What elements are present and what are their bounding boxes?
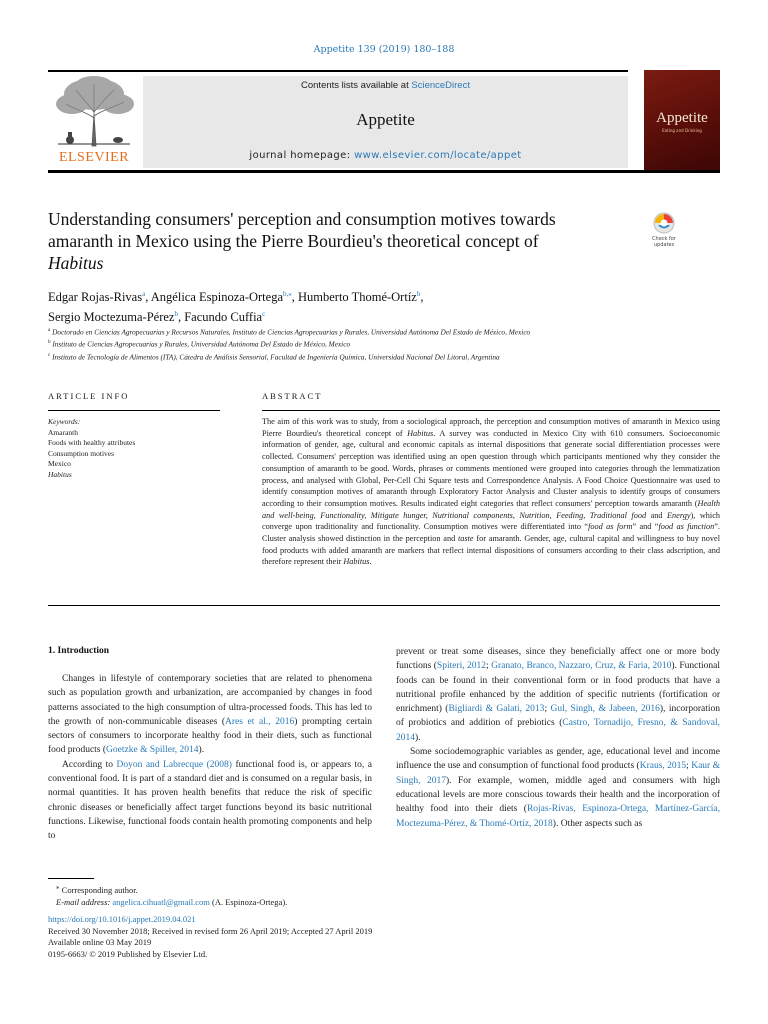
body-paragraph xyxy=(48,758,372,844)
article-title xyxy=(48,208,623,274)
abstract-italic-run: Energy xyxy=(667,510,691,520)
publication-info xyxy=(48,914,548,961)
citation-link[interactable]: Granato, Branco, Nazzaro, Cruz, & Faria, 2010 xyxy=(491,661,672,672)
affiliation-item xyxy=(48,350,728,362)
cover-subtitle: Eating and Drinking xyxy=(662,128,702,133)
cover-title: Appetite xyxy=(656,110,708,126)
article-info-rule xyxy=(48,410,220,411)
body-run: ; xyxy=(686,761,692,772)
abstract-run: . xyxy=(369,557,372,567)
abstract-run: for amaranth. Gender, age, cultural capital and willingness to buy novel food products with added amaranth are markers that reflect internal dispositions of consumers according to their class adscription, and therefore represent their xyxy=(262,534,720,567)
elsevier-tree-icon xyxy=(48,74,140,148)
author-affiliation-mark[interactable]: b,⁎ xyxy=(283,290,292,298)
footnote-rule xyxy=(48,878,94,879)
body-column-right xyxy=(396,645,720,831)
abstract-italic-run: Habitus xyxy=(407,428,434,438)
abstract-heading: ABSTRACT xyxy=(262,391,323,401)
author-name[interactable]: Facundo Cuffia xyxy=(184,310,263,325)
email-link[interactable]: angelica.cihuatl@gmail.com xyxy=(112,897,210,908)
check-for-updates-button[interactable] xyxy=(646,211,682,251)
crossmark-label: Check for updates xyxy=(652,236,676,248)
affiliation-item xyxy=(48,337,728,349)
affiliation-mark: b xyxy=(48,340,51,346)
journal-masthead xyxy=(143,76,628,168)
keyword-item: Habitus xyxy=(48,469,72,479)
author-separator: , xyxy=(177,310,185,325)
citation-link[interactable]: Gul, Singh, & Jabeen, 2016 xyxy=(550,704,660,715)
abstract-run: ” and “ xyxy=(632,522,659,532)
corresponding-author-note xyxy=(48,881,548,896)
footnote-mark: ⁎ xyxy=(56,883,60,891)
body-run: ; xyxy=(486,661,492,672)
keyword-item: Amaranth xyxy=(48,427,78,437)
affiliation-mark: a xyxy=(48,328,51,333)
journal-homepage-link[interactable]: www.elsevier.com/locate/appet xyxy=(354,150,522,161)
email-owner: (A. Espinoza-Ortega). xyxy=(209,897,288,908)
abstract-run: ), which converge upon traditionality and functionality. Consumption motives were differentiated into “ xyxy=(262,510,720,532)
keyword-item: Mexico xyxy=(48,459,71,469)
citation-link[interactable]: Rojas-Rivas, Espinoza-Ortega, Martínez-García, Moctezuma-Pérez, & Thomé-Ortíz, 2018 xyxy=(396,804,721,829)
contents-prefix: Contents lists available at xyxy=(301,80,412,91)
citation-link[interactable]: Kaur & Singh, 2017 xyxy=(396,761,720,786)
body-run: ; xyxy=(544,704,551,715)
corresponding-author-text: Corresponding author. xyxy=(59,884,138,895)
abstract-bottom-rule xyxy=(48,605,720,606)
keywords-label: Keywords: xyxy=(48,417,81,426)
affiliation-text: Instituto de Tecnología de Alimentos (ITA), Cátedra de Análisis Sensorial, Facultad de Ingeniería Química, Universidad Nacional Del Litoral, Argentina xyxy=(52,352,500,362)
copyright-line: 0195-6663/ © 2019 Published by Elsevier Ltd. xyxy=(48,949,208,960)
body-paragraph xyxy=(396,645,720,745)
abstract-run: and xyxy=(646,510,667,520)
citation-link[interactable]: Bigliardi & Galati, 2013 xyxy=(448,704,545,715)
sciencedirect-link[interactable]: ScienceDirect xyxy=(411,80,470,91)
crossmark-icon xyxy=(646,211,682,237)
citation-link[interactable]: Doyon and Labrecque (2008) xyxy=(116,759,232,770)
citation-link[interactable]: Goetzke & Spiller, 2014 xyxy=(106,745,199,756)
journal-cover-image xyxy=(644,70,720,170)
available-online: Available online 03 May 2019 xyxy=(48,937,152,948)
journal-citation[interactable]: Appetite 139 (2019) 180–188 xyxy=(313,44,455,55)
abstract-italic-run: taste xyxy=(458,534,474,544)
affiliation-text: Instituto de Ciencias Agropecuarias y Rurales, Universidad Autónoma Del Estado de México, Mexico xyxy=(52,339,351,349)
author-name[interactable]: Edgar Rojas-Rivas xyxy=(48,290,143,305)
body-run: prevent or treat some diseases, since they beneficially affect one or more body functions ( xyxy=(396,647,720,672)
affiliation-list xyxy=(48,325,728,362)
body-run: According to xyxy=(62,759,117,770)
author-affiliation-mark[interactable]: a xyxy=(142,290,146,298)
publisher-name: ELSEVIER xyxy=(58,150,130,165)
author-name[interactable]: Humberto Thomé-Ortíz xyxy=(298,290,417,305)
email-label: E-mail address: xyxy=(56,897,111,908)
header-top-rule xyxy=(48,70,628,72)
title-line-1: Understanding consumers' perception and consumption motives towards xyxy=(48,209,556,229)
abstract-rule xyxy=(262,410,720,411)
contents-available-line xyxy=(143,80,628,91)
author-affiliation-mark[interactable]: b xyxy=(174,310,178,319)
abstract-text xyxy=(262,416,720,568)
keywords-block xyxy=(48,417,220,481)
abstract-italic-run: Habitus xyxy=(343,557,370,567)
keyword-item: Foods with healthy attributes xyxy=(48,438,136,448)
body-run: Some sociodemographic variables as gender, age, educational level and income influence the use and consumption of functional food products ( xyxy=(396,747,720,772)
section-heading-introduction: 1. Introduction xyxy=(48,646,110,656)
abstract-run: ”. Cluster analysis showed distinction in the perception and xyxy=(262,522,720,544)
journal-name: Appetite xyxy=(356,110,415,129)
author-separator: , xyxy=(291,290,298,305)
journal-homepage-line xyxy=(143,150,628,161)
body-run: ) prompting certain sectors of consumers to incorporate healthy food in their diets, such as functional food products ( xyxy=(48,716,372,756)
body-run: ). xyxy=(415,732,421,743)
title-line-2: amaranth in Mexico using the Pierre Bourdieu's theoretical concept of xyxy=(48,231,539,251)
abstract-italic-run: Health and well-being, Functionality, Mitigate hunger, Nutritional components, Nutrition, Feeding, Traditional food xyxy=(262,498,720,520)
body-run: Changes in lifestyle of contemporary societies that are related to phenomena such as population growth and urbanization, are accompanied by changes in food patterns associated to the high consumption of ultra-processed foods. This has led to the growth of non-communicable diseases ( xyxy=(48,674,372,727)
body-run: functional food is, or appears to, a conventional food. It is part of a standard diet and is consumed on a regular basis, in normal quantities. It has proven health benefits that reduce the risk of specific chronic diseases or beneficially affect target functions beyond its basic nutritional functions. Likewise, functional foods contain health promoting components and help to xyxy=(48,759,372,842)
body-run: ). Other aspects such as xyxy=(552,818,643,829)
email-line xyxy=(48,896,548,909)
homepage-prefix: journal homepage: xyxy=(249,150,355,161)
title-line-3: Habitus xyxy=(48,253,104,273)
abstract-italic-run: food as form xyxy=(588,522,633,532)
author-name[interactable]: Angélica Espinoza-Ortega xyxy=(150,290,283,305)
author-affiliation-mark[interactable]: b xyxy=(416,290,421,298)
body-run: ). Functional foods can be found in their conventional form or in food products that have a nutritional profile enhanced by the addition of specific nutrients (fortification or enrichment) ( xyxy=(396,661,720,715)
abstract-italic-run: food as function xyxy=(658,522,715,532)
article-info-heading: ARTICLE INFO xyxy=(48,391,130,401)
author-separator: , xyxy=(420,290,424,305)
citation-link[interactable]: Spiteri, 2012 xyxy=(436,661,487,672)
received-dates: Received 30 November 2018; Received in revised form 26 April 2019; Accepted 27 April 2019 xyxy=(48,925,373,936)
abstract-run: . A survey was conducted in Mexico City with 610 consumers. Socioeconomic information of gender, age, cultural and economic capitals as internal dispositions that generate social differentiation processes were collected. Consumers' perception was identified using an open question through which participants mentioned why they consider the consumption of amaranth to be good. Words, phrases or comments mentioned were grouped into categories through the lemmatization process, and analysed with Global, Per-Cell Chi Square tests and Correspondence Analysis. A Food Choice Questionnaire was used to identify consumption motives of amaranth through Exploratory Factor Analysis and Cluster analysis to identify groups of consumers according to their consumption motives. Results indicated eight categories that reflect consumers' perception towards amaranth ( xyxy=(262,428,720,508)
body-run: ), incorporation of probiotics and addition of prebiotics ( xyxy=(396,704,720,729)
body-run: ). For example, women, middle aged and consumers with high educational levels are more conscious towards their health and the incorporation of healthy food into their diets ( xyxy=(396,775,720,815)
header-bottom-rule xyxy=(48,170,720,173)
citation-link[interactable]: Castro, Tornadijo, Fresno, & Sandoval, 2014 xyxy=(396,718,720,743)
body-paragraph xyxy=(396,745,720,831)
citation-link[interactable]: Kraus, 2015 xyxy=(639,761,687,772)
elsevier-logo xyxy=(48,74,140,166)
affiliation-mark: c xyxy=(48,352,51,358)
author-list xyxy=(48,286,648,326)
doi-link[interactable]: https://doi.org/10.1016/j.appet.2019.04.021 xyxy=(48,914,196,924)
body-column-left xyxy=(48,672,372,844)
affiliation-text: Doctorado en Ciencias Agropecuarias y Recursos Naturales, Instituto de Ciencias Agropecuarias y Rurales, Universidad Autónoma Del Estado de México, Mexico xyxy=(52,327,531,337)
author-separator: , xyxy=(145,290,151,305)
author-affiliation-mark[interactable]: c xyxy=(262,310,266,319)
abstract-run: The aim of this work was to study, from a sociological approach, the perception and consumption motives of amaranth in Mexico using Pierre Bourdieu's theoretical concept of xyxy=(262,417,720,438)
body-paragraph xyxy=(48,672,372,758)
keyword-item: Consumption motives xyxy=(48,448,115,458)
citation-link[interactable]: Ares et al., 2016 xyxy=(225,716,295,727)
body-run: ). xyxy=(198,745,205,756)
author-name[interactable]: Sergio Moctezuma-Pérez xyxy=(48,310,175,325)
footnote xyxy=(48,881,548,909)
affiliation-item xyxy=(48,325,728,337)
